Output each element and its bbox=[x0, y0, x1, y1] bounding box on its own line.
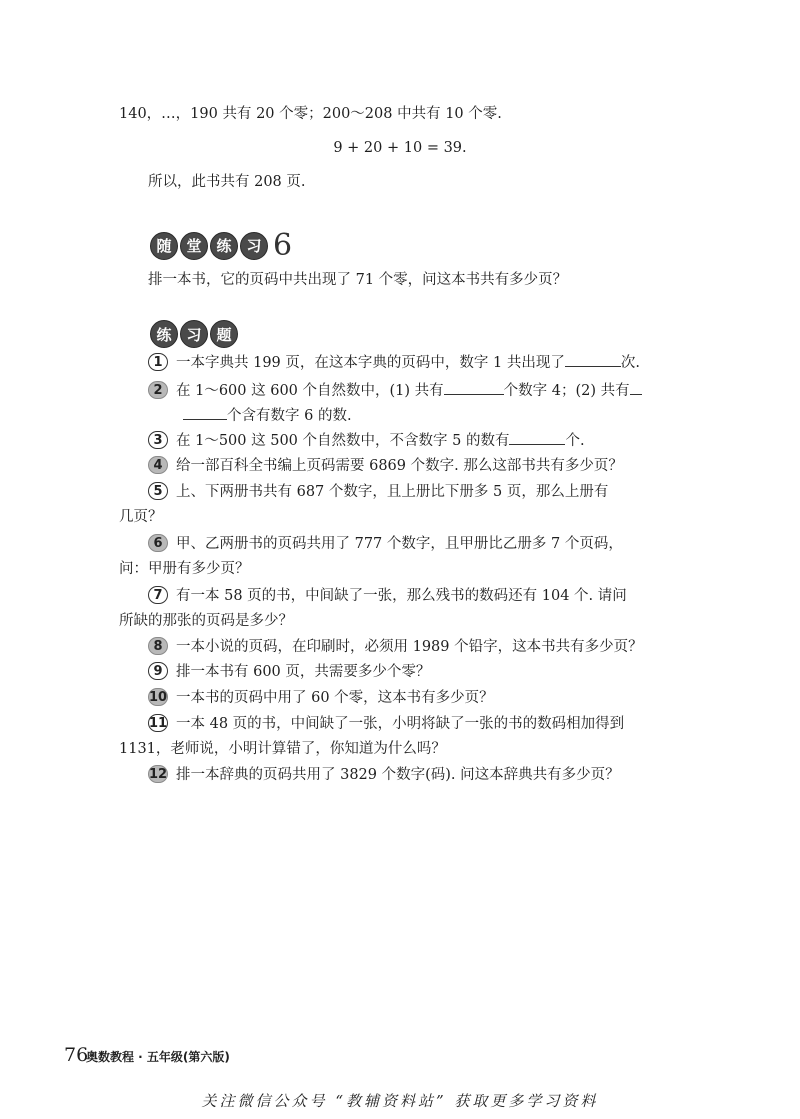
exercise-number: 3 bbox=[148, 431, 168, 449]
answer-blank bbox=[444, 380, 504, 395]
answer-blank bbox=[630, 380, 642, 395]
exercise-continuation: 问：甲册有多少页？ bbox=[119, 561, 250, 577]
book-title: 奥数教程 · 五年级(第六版) bbox=[86, 1050, 230, 1064]
exercise-number: 9 bbox=[148, 662, 168, 680]
exercise-item bbox=[148, 380, 642, 401]
exercise-number: 4 bbox=[148, 456, 168, 474]
exercise-text: 甲、乙两册书的页码共用了 777 个数字，且甲册比乙册多 7 个页码， bbox=[176, 536, 623, 552]
exercise-continuation bbox=[183, 405, 352, 426]
exercise-text: 排一本辞典的页码共用了 3829 个数字(码). 问这本辞典共有多少页？ bbox=[176, 767, 620, 783]
answer-blank bbox=[509, 430, 565, 445]
exercise-item bbox=[148, 765, 620, 785]
answer-blank bbox=[565, 352, 621, 367]
exercise-item bbox=[148, 586, 627, 606]
exercise-item bbox=[148, 662, 430, 682]
solution-line: 140，…，190 共有 20 个零；200～208 中共有 10 个零. bbox=[119, 106, 502, 122]
exercise-text: 个数字 4；(2) 共有 bbox=[503, 383, 630, 399]
exercise-number: 8 bbox=[148, 637, 168, 655]
exercises-heading-char: 习 bbox=[180, 320, 208, 348]
exercise-continuation: 几页？ bbox=[119, 509, 163, 525]
exercise-text: 个含有数字 6 的数. bbox=[227, 408, 352, 424]
exercises-heading bbox=[150, 320, 238, 348]
answer-blank bbox=[183, 405, 227, 420]
exercise-item bbox=[148, 482, 608, 502]
exercise-text: 上、下两册书共有 687 个数字，且上册比下册多 5 页，那么上册有 bbox=[176, 484, 609, 500]
exercise-continuation: 所缺的那张的页码是多少？ bbox=[119, 613, 293, 629]
practice-heading-char: 堂 bbox=[180, 232, 208, 260]
exercise-number: 1 bbox=[148, 353, 168, 371]
exercise-continuation: 1131，老师说，小明计算错了，你知道为什么吗？ bbox=[119, 741, 446, 757]
exercise-item bbox=[148, 534, 623, 554]
solution-equation: 9 + 20 + 10 = 39. bbox=[333, 140, 467, 156]
exercise-number: 5 bbox=[148, 482, 168, 500]
exercise-number: 12 bbox=[149, 767, 168, 782]
exercise-text: 一本 48 页的书，中间缺了一张，小明将缺了一张的书的数码相加得到 bbox=[176, 716, 625, 732]
exercise-text: 一本书的页码中用了 60 个零，这本书有多少页？ bbox=[176, 690, 494, 706]
exercise-number: 2 bbox=[148, 381, 168, 399]
exercise-number: 7 bbox=[148, 586, 168, 604]
exercise-text: 一本小说的页码，在印刷时，必须用 1989 个铅字，这本书共有多少页？ bbox=[176, 639, 643, 655]
exercise-item bbox=[148, 430, 585, 451]
exercise-text: 有一本 58 页的书，中间缺了一张，那么残书的数码还有 104 个. 请问 bbox=[176, 588, 627, 604]
exercise-item bbox=[148, 714, 624, 734]
solution-conclusion: 所以，此书共有 208 页. bbox=[148, 174, 306, 190]
practice-heading-char: 练 bbox=[210, 232, 238, 260]
watermark-text: 关注微信公众号 “教辅资料站” 获取更多学习资料 bbox=[201, 1092, 599, 1110]
exercise-text: 一本字典共 199 页，在这本字典的页码中，数字 1 共出现了 bbox=[176, 355, 565, 371]
practice-heading-char: 习 bbox=[240, 232, 268, 260]
practice-heading-char: 随 bbox=[150, 232, 178, 260]
exercise-item bbox=[148, 688, 494, 708]
exercise-number: 10 bbox=[149, 690, 168, 705]
exercise-text: 个. bbox=[565, 433, 585, 449]
exercise-text: 在 1～500 这 500 个自然数中，不含数字 5 的数有 bbox=[176, 433, 510, 449]
exercises-heading-char: 题 bbox=[210, 320, 238, 348]
exercise-number: 11 bbox=[149, 716, 168, 731]
exercise-item bbox=[148, 352, 640, 373]
exercise-item bbox=[148, 637, 643, 657]
exercise-text: 次. bbox=[620, 355, 640, 371]
practice-heading bbox=[150, 228, 292, 263]
practice-question: 排一本书，它的页码中共出现了 71 个零，问这本书共有多少页？ bbox=[148, 272, 568, 288]
exercises-heading-char: 练 bbox=[150, 320, 178, 348]
exercise-number: 6 bbox=[148, 534, 168, 552]
page-number: 76 bbox=[64, 1044, 89, 1066]
exercise-text: 排一本书有 600 页，共需要多少个零？ bbox=[176, 664, 431, 680]
exercise-text: 给一部百科全书编上页码需要 6869 个数字. 那么这部书共有多少页？ bbox=[176, 458, 623, 474]
practice-heading-number: 6 bbox=[273, 228, 293, 263]
exercise-item bbox=[148, 456, 623, 476]
exercise-text: 在 1～600 这 600 个自然数中，(1) 共有 bbox=[176, 383, 444, 399]
